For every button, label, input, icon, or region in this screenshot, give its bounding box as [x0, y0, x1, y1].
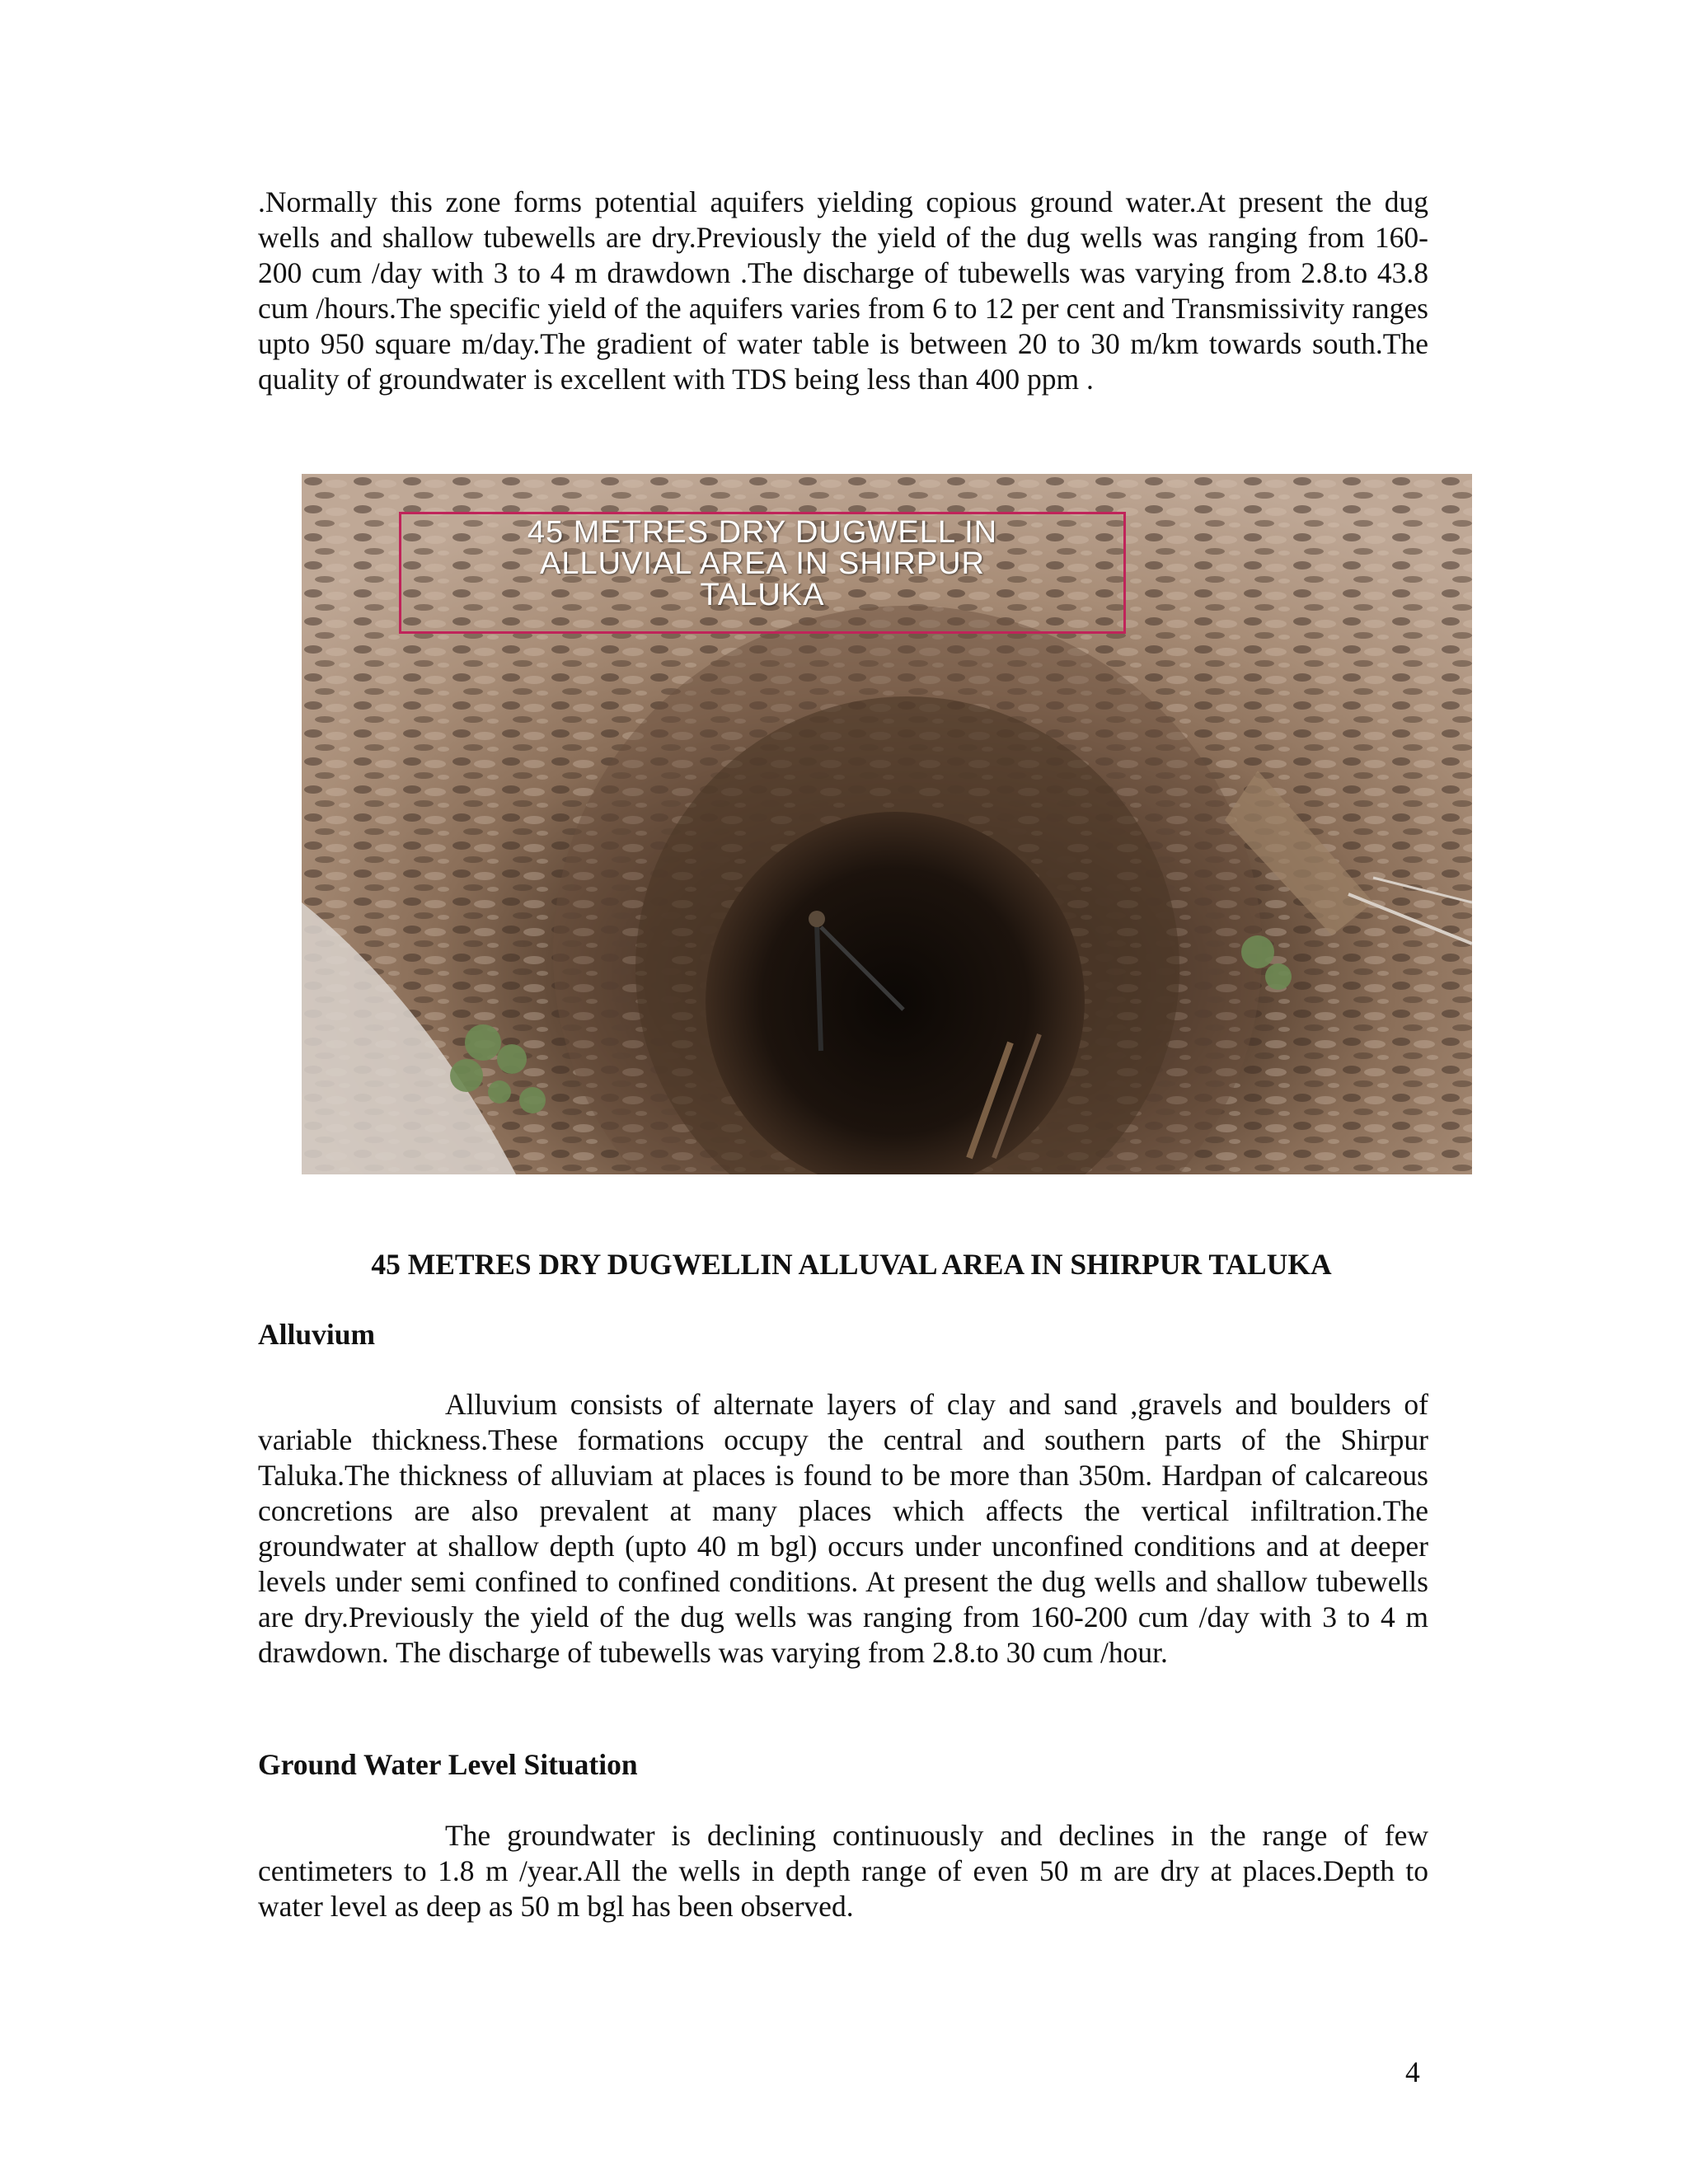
photo-label-line: ALLUVIAL AREA IN SHIRPUR [539, 546, 985, 581]
page-number: 4 [1405, 2055, 1420, 2088]
photo-label-line: 45 METRES DRY DUGWELL IN [527, 515, 998, 550]
section-heading-ground-water-level: Ground Water Level Situation [258, 1748, 638, 1781]
alluvium-paragraph: Alluvium consists of alternate layers of clay and sand ,gravels and boulders of variable thickness.These formations occupy the central and southern parts of the Shirpur Taluka.The thickness of alluviam at places is found to be more than 350m. Hardpan of calcareous concretions are also prevalent at many places which affects the vertical infiltration.The groundwater at shallow depth (upto 40 m bgl) occurs under unconfined conditions and at deeper levels under semi confined to confined conditions. At present the dug wells and shallow tubewells are dry.Previously the yield of the dug wells was ranging from 160-200 cum /day with 3 to 4 m drawdown. The discharge of tubewells was varying from 2.8.to 30 cum /hour. [258, 1388, 1428, 1669]
intro-paragraph: .Normally this zone forms potential aquifers yielding copious ground water.At present the dug wells and shallow tubewells are dry.Previously the yield of the dug wells was ranging from 160-200 cum /day with 3 to 4 m drawdown .The discharge of tubewells was varying from 2.8.to 43.8 cum /hours.The specific yield of the aquifers varies from 6 to 12 per cent and Transmissivity ranges upto 950 square m/day.The gradient of water table is between 20 to 30 m/km towards south.The quality of groundwater is excellent with TDS being less than 400 ppm . [258, 185, 1428, 396]
ground-water-level-paragraph: The groundwater is declining continuously and declines in the range of few centimeters to 1.8 m /year.All the wells in depth range of even 50 m are dry at places.Depth to water level as deep as 50 m bgl has been observed. [258, 1819, 1428, 1923]
section-heading-alluvium: Alluvium [258, 1318, 376, 1351]
photo-label-line: TALUKA [700, 578, 825, 612]
dugwell-photo [302, 474, 1472, 1174]
photo-label [399, 517, 1126, 611]
photo-caption: 45 METRES DRY DUGWELLIN ALLUVAL AREA IN SHIRPUR TALUKA [371, 1248, 1332, 1281]
